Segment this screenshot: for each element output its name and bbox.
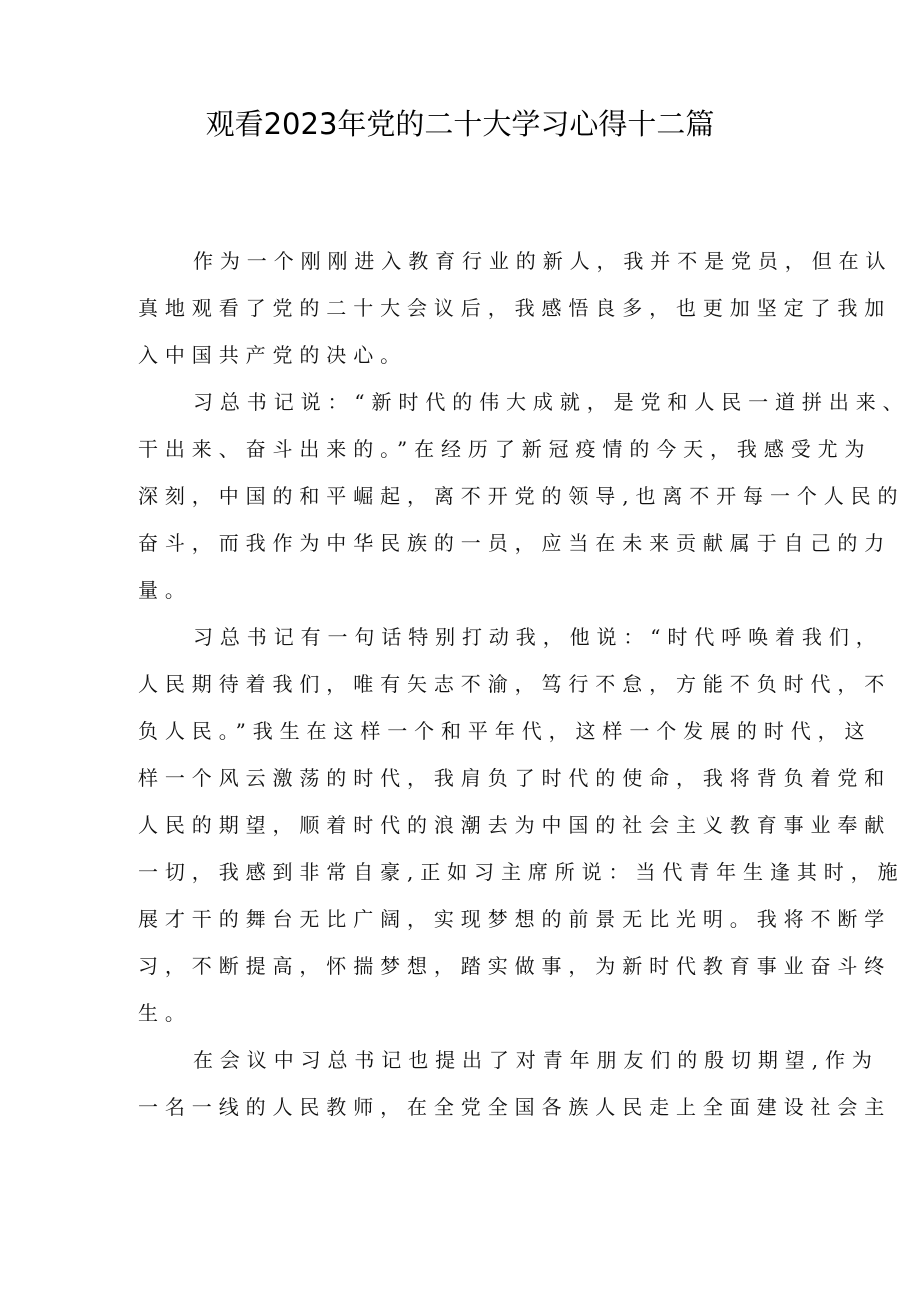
- text-line: 习，不断提高，怀揣梦想，踏实做事，为新时代教育事业奋斗终: [138, 954, 892, 978]
- text-line: 一名一线的人民教师，在全党全国各族人民走上全面建设社会主: [138, 1095, 892, 1119]
- text-line: 展才干的舞台无比广阔，实现梦想的前景无比光明。我将不断学: [138, 907, 892, 931]
- paragraph-1: [138, 238, 893, 379]
- text-line: 习总书记说：“新时代的伟大成就，是党和人民一道拼出来、: [193, 390, 910, 414]
- text-line: 一切，我感到非常自豪,正如习主席所说：当代青年生逢其时，施: [138, 860, 905, 884]
- text-line: 习总书记有一句话特别打动我，他说：“时代呼唤着我们，: [193, 625, 883, 649]
- text-line: 作为一个刚刚进入教育行业的新人，我并不是党员，但在认: [193, 249, 893, 273]
- text-line: 干出来、奋斗出来的。”在经历了新冠疫情的今天，我感受尤为: [138, 437, 872, 461]
- text-line: 深刻，中国的和平崛起，离不开党的领导,也离不开每一个人民的: [138, 484, 905, 508]
- text-line: 奋斗，而我作为中华民族的一员，应当在未来贡献属于自己的力: [138, 531, 892, 555]
- document-body: [138, 238, 910, 1131]
- text-line: 入中国共产党的决心。: [138, 343, 407, 367]
- paragraph-2: [138, 379, 910, 614]
- text-line: 真地观看了党的二十大会议后，我感悟良多，也更加坚定了我加: [138, 296, 892, 320]
- text-line: 量。: [138, 578, 192, 602]
- text-line: 人民期待着我们，唯有矢志不渝，笃行不怠，方能不负时代，不: [138, 672, 892, 696]
- text-line: 人民的期望，顺着时代的浪潮去为中国的社会主义教育事业奉献: [138, 813, 892, 837]
- document-title: 观看2023年党的二十大学习心得十二篇: [205, 107, 715, 141]
- paragraph-3: [138, 614, 905, 1037]
- text-line: 生。: [138, 1001, 192, 1025]
- text-line: 负人民。”我生在这样一个和平年代，这样一个发展的时代，这: [138, 719, 872, 743]
- paragraph-4: [138, 1037, 892, 1131]
- text-line: 样一个风云激荡的时代，我肩负了时代的使命，我将背负着党和: [138, 766, 892, 790]
- text-line: 在会议中习总书记也提出了对青年朋友们的殷切期望,作为: [193, 1048, 879, 1072]
